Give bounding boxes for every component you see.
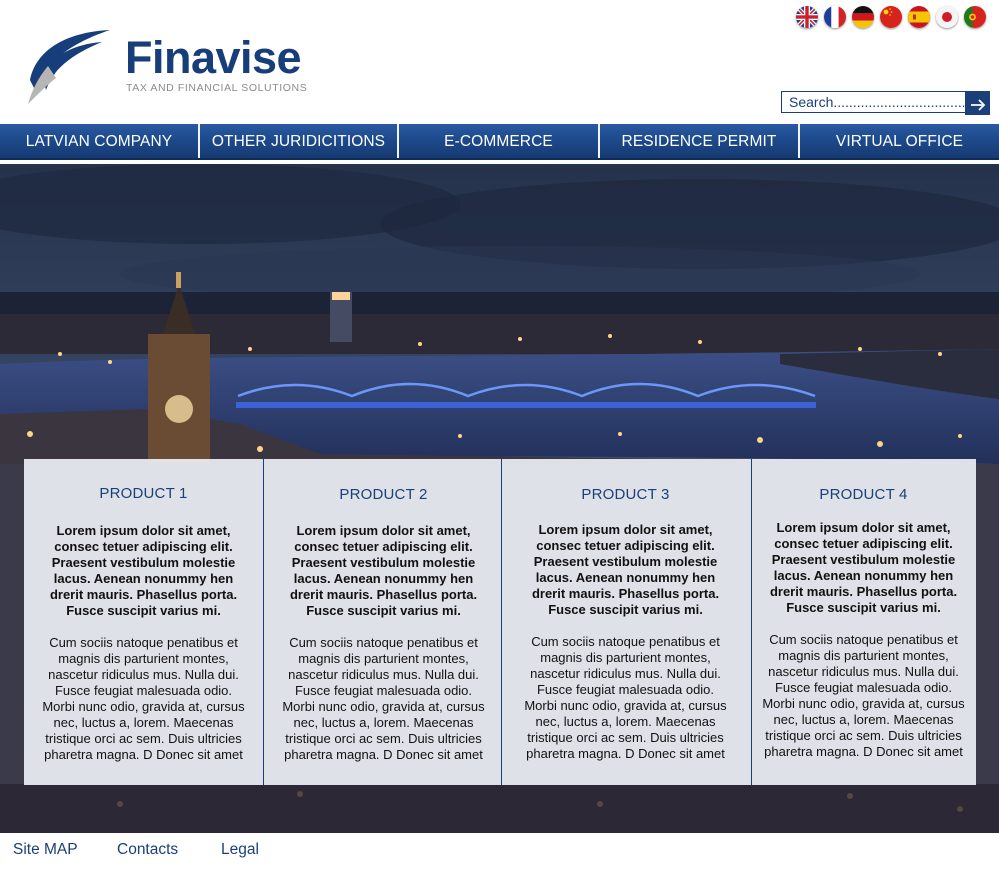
footer-link-legal[interactable]: Legal: [221, 841, 259, 858]
product-description: Cum sociis natoque penatibus et magnis dis parturient montes, nascetur ridiculus mus. Nulla dui. Fusce feugiat malesuada odio. Morbi nunc odio, gravida at, cursus nec, luctus a, lorem. Maecenas tristique orci ac sem. Duis ultricies pharetra magna. D Donec sit amet: [42, 635, 245, 762]
uk-flag-icon[interactable]: [796, 6, 818, 28]
product-title[interactable]: PRODUCT 2: [339, 486, 428, 503]
product-description: Cum sociis natoque penatibus et magnis dis parturient montes, nascetur ridiculus mus. Nulla dui. Fusce feugiat malesuada odio. Morbi nunc odio, gravida at, cursus nec, luctus a, lorem. Maecenas tristique orci ac sem. Duis ultricies pharetra magna. D Donec sit amet: [282, 635, 485, 762]
product-card[interactable]: [744, 459, 983, 785]
nav-item-residence-permit[interactable]: RESIDENCE PERMIT: [621, 133, 777, 150]
footer-link-contacts[interactable]: Contacts: [117, 841, 179, 858]
brand-tagline: TAX AND FINANCIAL SOLUTIONS: [126, 82, 308, 94]
japan-flag-icon[interactable]: [936, 6, 958, 28]
column-divider: [501, 459, 502, 785]
portugal-flag-icon[interactable]: [964, 6, 986, 28]
nav-item-virtual-office[interactable]: VIRTUAL OFFICE: [835, 133, 964, 150]
footer-link-site-map[interactable]: Site MAP: [13, 841, 78, 858]
main-nav: [0, 124, 999, 160]
product-highlight: Lorem ipsum dolor sit amet, consec tetuer adipiscing elit. Praesent vestibulum molestie lacus. Aenean nonummy hen drerit mauris. Phasellus porta. Fusce suscipit varius mi.: [49, 523, 238, 618]
product-highlight: Lorem ipsum dolor sit amet, consec tetuer adipiscing elit. Praesent vestibulum molestie lacus. Aenean nonummy hen drerit mauris. Phasellus porta. Fusce suscipit varius mi.: [769, 520, 958, 615]
nav-item-other-juridicitions[interactable]: OTHER JURIDICITIONS: [211, 133, 386, 150]
germany-flag-icon[interactable]: [852, 6, 874, 28]
nav-item-latvian-company[interactable]: LATVIAN COMPANY: [25, 133, 173, 150]
product-description: Cum sociis natoque penatibus et magnis dis parturient montes, nascetur ridiculus mus. Nulla dui. Fusce feugiat malesuada odio. Morbi nunc odio, gravida at, cursus nec, luctus a, lorem. Maecenas tristique orci ac sem. Duis ultricies pharetra magna. D Donec sit amet: [524, 634, 727, 761]
product-title[interactable]: PRODUCT 3: [581, 486, 670, 503]
products-panel: [24, 459, 976, 785]
product-card[interactable]: [506, 459, 745, 785]
search-input[interactable]: [781, 91, 968, 113]
brand-name: Finavise: [125, 32, 302, 83]
product-highlight: Lorem ipsum dolor sit amet, consec tetuer adipiscing elit. Praesent vestibulum molestie lacus. Aenean nonummy hen drerit mauris. Phasellus porta. Fusce suscipit varius mi.: [289, 523, 478, 618]
site-logo[interactable]: [26, 28, 326, 108]
product-card[interactable]: [24, 459, 263, 785]
product-description: Cum sociis natoque penatibus et magnis dis parturient montes, nascetur ridiculus mus. Nulla dui. Fusce feugiat malesuada odio. Morbi nunc odio, gravida at, cursus nec, luctus a, lorem. Maecenas tristique orci ac sem. Duis ultricies pharetra magna. D Donec sit amet: [762, 632, 965, 759]
logo-swoosh-icon: [26, 28, 114, 106]
search-submit-button[interactable]: [965, 91, 990, 115]
footer: [0, 833, 999, 870]
arrow-right-icon: [969, 96, 987, 114]
product-highlight: Lorem ipsum dolor sit amet, consec tetuer adipiscing elit. Praesent vestibulum molestie lacus. Aenean nonummy hen drerit mauris. Phasellus porta. Fusce suscipit varius mi.: [531, 522, 720, 617]
nav-item-e-commerce[interactable]: E-COMMERCE: [444, 133, 553, 150]
product-title[interactable]: PRODUCT 1: [99, 485, 188, 502]
product-title[interactable]: PRODUCT 4: [819, 486, 908, 503]
china-flag-icon[interactable]: [880, 6, 902, 28]
product-card[interactable]: [264, 459, 503, 785]
spain-flag-icon[interactable]: [908, 6, 930, 28]
france-flag-icon[interactable]: [824, 6, 846, 28]
search-box: [781, 91, 990, 115]
